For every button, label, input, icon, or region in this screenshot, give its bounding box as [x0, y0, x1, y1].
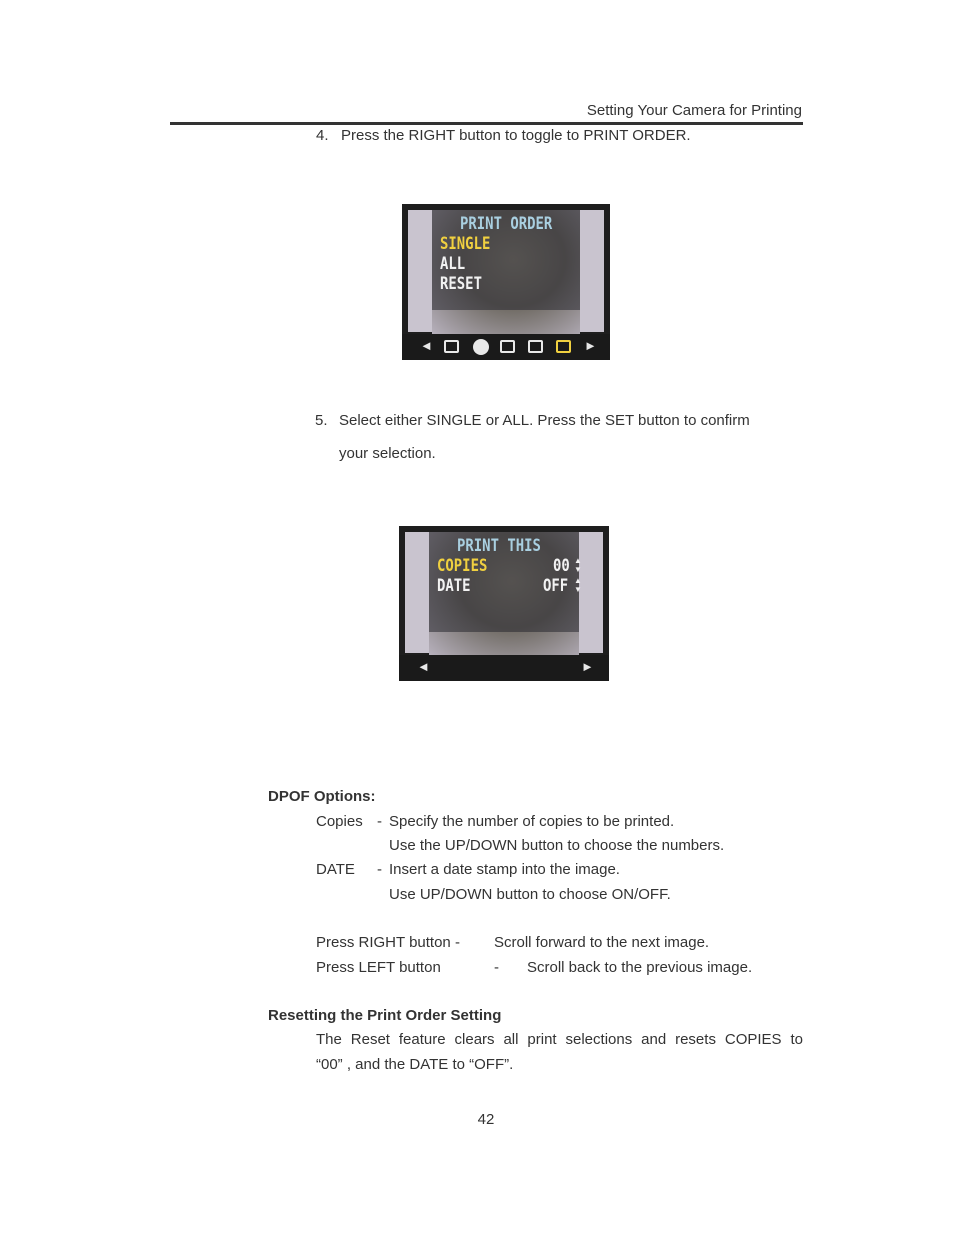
- copies-desc-2: Use the UP/DOWN button to choose the numbers.: [389, 837, 725, 854]
- left-button-desc: Scroll back to the previous image.: [527, 959, 753, 976]
- lcd-nav-bar: [399, 655, 609, 681]
- right-arrow-icon: ►: [581, 659, 594, 674]
- updown-icon: ▲▼: [574, 556, 582, 574]
- date-value: OFF: [543, 576, 569, 596]
- reset-heading: Resetting the Print Order Setting: [268, 1007, 502, 1024]
- copies-term: Copies: [316, 813, 363, 830]
- reset-line-1: The Reset feature clears all print selections and resets COPIES to: [316, 1031, 803, 1048]
- right-arrow-icon: ►: [584, 338, 597, 353]
- dpof-heading: DPOF Options:: [268, 788, 376, 805]
- copies-desc-1: Specify the number of copies to be printed.: [389, 813, 675, 830]
- date-dash: -: [377, 861, 382, 878]
- left-arrow-icon: ◄: [420, 338, 433, 353]
- header-rule: [170, 122, 803, 125]
- page-number: 42: [477, 1111, 495, 1128]
- print-icon: [556, 340, 571, 353]
- copies-value: 00: [553, 556, 570, 576]
- menu-item-single: SINGLE: [440, 234, 491, 254]
- copies-dash: -: [377, 813, 382, 830]
- right-button-term: Press RIGHT button -: [316, 934, 460, 951]
- menu-title: PRINT THIS: [457, 536, 541, 556]
- reset-line-2: “00” , and the DATE to “OFF”.: [316, 1056, 514, 1073]
- menu-title: PRINT ORDER: [460, 214, 553, 234]
- step-4-text: Press the RIGHT button to toggle to PRINT ORDER.: [341, 127, 691, 144]
- lcd-icon-bar: [402, 334, 610, 360]
- step-5-line-2: your selection.: [339, 445, 436, 462]
- date-term: DATE: [316, 861, 355, 878]
- date-desc-2: Use UP/DOWN button to choose ON/OFF.: [389, 886, 671, 903]
- step-4-number: 4.: [316, 127, 329, 144]
- left-button-dash: -: [494, 959, 499, 976]
- copy-icon: [500, 340, 515, 353]
- slideshow-icon: [528, 340, 543, 353]
- print-this-screenshot: [399, 526, 609, 681]
- step-5-number: 5.: [315, 412, 328, 429]
- step-5-line-1: Select either SINGLE or ALL. Press the SET button to confirm: [339, 412, 750, 429]
- protect-icon: [473, 339, 489, 355]
- right-button-desc: Scroll forward to the next image.: [494, 934, 710, 951]
- print-order-screenshot: [402, 204, 610, 360]
- running-header: Setting Your Camera for Printing: [586, 102, 802, 119]
- delete-icon: [444, 340, 459, 353]
- left-button-term: Press LEFT button: [316, 959, 441, 976]
- date-desc-1: Insert a date stamp into the image.: [389, 861, 620, 878]
- updown-icon: ▲▼: [574, 576, 582, 594]
- copies-label: COPIES: [437, 556, 488, 576]
- menu-item-reset: RESET: [440, 274, 482, 294]
- date-label: DATE: [437, 576, 471, 596]
- left-arrow-icon: ◄: [417, 659, 430, 674]
- menu-item-all: ALL: [440, 254, 466, 274]
